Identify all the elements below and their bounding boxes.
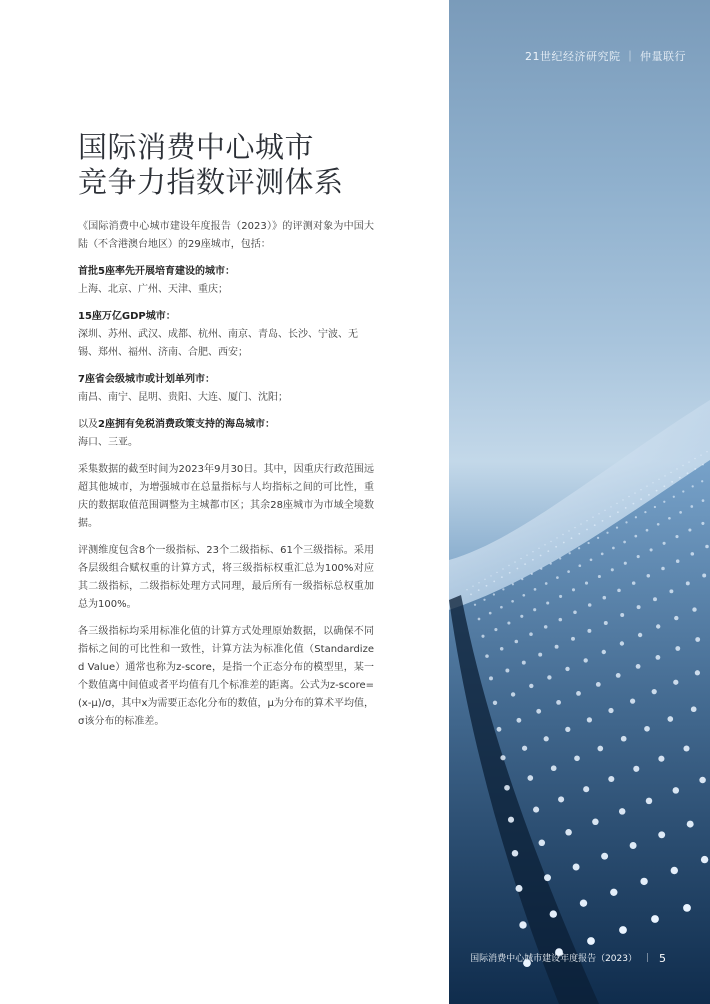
light-dot	[661, 567, 665, 571]
light-dot	[670, 472, 671, 473]
light-dot	[532, 551, 533, 552]
light-dot	[620, 641, 624, 645]
light-dot	[538, 653, 542, 657]
light-dot	[596, 682, 601, 687]
light-dot	[502, 568, 503, 569]
light-dot	[509, 572, 511, 574]
light-dot	[702, 464, 704, 466]
light-dot	[619, 926, 627, 934]
report-title: 国际消费中心城市建设年度报告（2023）	[470, 954, 637, 964]
light-dot	[640, 489, 641, 490]
light-dot	[632, 581, 636, 585]
light-dot	[565, 829, 572, 836]
light-dot	[489, 612, 492, 615]
light-dot	[507, 621, 510, 624]
light-dot	[676, 468, 677, 469]
city-group-2	[78, 308, 374, 362]
light-dot	[602, 650, 606, 654]
light-dot	[515, 640, 519, 644]
light-dot	[522, 594, 525, 597]
light-dot	[650, 548, 653, 551]
city-group-heading	[78, 416, 374, 434]
light-dot	[647, 574, 651, 578]
light-dot	[587, 717, 592, 722]
city-group-3	[78, 371, 374, 407]
light-dot	[705, 545, 709, 549]
light-dot	[500, 606, 503, 609]
light-dot	[584, 658, 588, 662]
light-dot	[540, 568, 542, 570]
light-dot	[638, 633, 642, 637]
abstract-wave-image	[449, 0, 710, 1004]
light-dot	[640, 498, 642, 500]
light-dot	[494, 628, 497, 631]
city-group-list: 海口、三亚。	[78, 437, 138, 448]
light-dot	[592, 819, 599, 826]
light-dot	[583, 786, 589, 792]
light-dot	[687, 821, 694, 828]
light-dot	[578, 547, 580, 549]
light-dot	[610, 506, 611, 507]
light-dot	[676, 559, 680, 563]
light-dot	[483, 599, 485, 601]
light-dot	[701, 856, 708, 863]
light-dot	[616, 673, 621, 678]
light-dot	[619, 808, 626, 815]
light-dot	[701, 480, 703, 482]
light-dot	[630, 842, 637, 849]
light-dot	[580, 900, 587, 907]
light-dot	[572, 588, 575, 591]
light-dot	[651, 915, 659, 923]
city-group-title: 首批5座率先开展培育建设的城市：	[78, 266, 235, 277]
light-dot	[478, 589, 480, 591]
light-dot	[555, 546, 557, 548]
light-dot	[520, 558, 521, 559]
light-dot	[497, 727, 502, 732]
light-dot	[701, 522, 704, 525]
light-dot	[558, 796, 564, 802]
light-dot	[585, 582, 588, 585]
light-dot	[565, 727, 570, 732]
light-dot	[580, 523, 581, 524]
light-dot	[466, 589, 467, 590]
light-dot	[493, 580, 495, 582]
light-dot	[663, 501, 665, 503]
light-dot	[669, 589, 673, 593]
light-dot	[702, 499, 705, 502]
light-dot	[648, 494, 650, 496]
data-cutoff-paragraph: 采集数据的截至时间为2023年9月30日。其中，因重庆行政范围远超其他城市，为增强城市在总量指标与人均指标之间的可比性，重庆的数据取值范围调整为主城都市区；其余28座城市为市域全境数据。	[78, 464, 374, 529]
light-dot	[484, 579, 485, 580]
light-dot	[501, 576, 503, 578]
light-dot	[616, 503, 617, 504]
light-dot	[674, 616, 678, 620]
light-dot	[533, 807, 539, 813]
light-dot	[673, 680, 678, 685]
light-dot	[652, 689, 657, 694]
title-line-1: 国际消费中心城市	[78, 130, 315, 164]
light-dot	[671, 481, 673, 483]
light-dot	[478, 582, 479, 583]
light-dot	[520, 615, 523, 618]
light-dot	[617, 589, 621, 593]
light-dot	[602, 520, 604, 522]
light-dot	[533, 608, 536, 611]
light-dot	[620, 613, 624, 617]
light-dot	[675, 535, 678, 538]
light-dot	[556, 700, 561, 705]
light-dot	[573, 864, 580, 871]
light-dot	[508, 565, 509, 566]
light-dot	[612, 547, 615, 550]
light-dot	[571, 637, 575, 641]
light-dot	[478, 618, 481, 621]
light-dot	[673, 496, 675, 498]
light-dot	[604, 621, 608, 625]
light-dot	[489, 676, 493, 680]
light-dot	[511, 600, 514, 603]
light-dot	[673, 787, 680, 794]
light-dot	[700, 455, 701, 456]
light-dot	[512, 583, 514, 585]
light-dot	[500, 647, 504, 651]
light-dot	[485, 654, 489, 658]
light-dot	[529, 632, 533, 636]
light-dot	[679, 477, 681, 479]
light-dot	[686, 581, 690, 585]
light-dot	[646, 486, 647, 487]
light-dot	[663, 542, 666, 545]
light-dot	[675, 646, 680, 651]
light-dot	[587, 542, 589, 544]
light-dot	[683, 904, 691, 912]
light-dot	[609, 516, 611, 518]
light-dot	[574, 755, 580, 761]
light-dot	[635, 516, 637, 518]
light-dot	[519, 921, 526, 928]
city-group-1	[78, 263, 374, 299]
light-dot	[556, 576, 559, 579]
light-dot	[655, 655, 660, 660]
light-dot	[644, 511, 646, 513]
light-dot	[692, 485, 694, 487]
city-group-prefix: 以及	[78, 419, 98, 430]
light-dot	[576, 691, 581, 696]
light-dot	[470, 593, 472, 595]
body-content	[78, 218, 374, 740]
light-dot	[512, 850, 519, 857]
light-dot	[628, 496, 629, 497]
light-dot	[544, 544, 545, 545]
light-dot	[569, 552, 571, 554]
light-dot	[633, 766, 639, 772]
light-dot	[562, 534, 563, 535]
light-dot	[588, 603, 592, 607]
light-dot	[556, 537, 557, 538]
light-dot	[502, 588, 504, 590]
page-number: 5	[659, 952, 666, 965]
light-dot	[551, 765, 557, 771]
light-dot	[603, 596, 607, 600]
light-dot	[695, 670, 700, 675]
light-dot	[493, 701, 497, 705]
light-dot	[567, 570, 570, 573]
light-dot	[652, 482, 653, 483]
light-dot	[547, 550, 549, 552]
light-dot	[493, 593, 495, 595]
light-dot	[694, 458, 695, 459]
light-dot	[587, 629, 591, 633]
light-dot	[622, 499, 623, 500]
light-dot	[559, 618, 563, 622]
cover-art-panel	[449, 0, 710, 1004]
city-group-list: 深圳、苏州、武汉、成都、杭州、南京、青岛、长沙、宁波、无锡、郑州、福州、济南、合肥、西安；	[78, 329, 358, 358]
light-dot	[514, 561, 515, 562]
light-dot	[505, 669, 509, 673]
light-dot	[529, 684, 533, 688]
light-dot	[637, 605, 641, 609]
light-dot	[565, 667, 569, 671]
light-dot	[688, 528, 691, 531]
light-dot	[694, 468, 696, 470]
light-dot	[604, 510, 605, 511]
light-dot	[606, 532, 608, 534]
light-dot	[667, 716, 673, 722]
light-dot	[547, 675, 551, 679]
light-dot	[690, 505, 693, 508]
light-dot	[592, 517, 593, 518]
light-dot	[611, 568, 614, 571]
light-dot	[683, 745, 689, 751]
light-dot	[617, 511, 619, 513]
light-dot	[516, 718, 521, 723]
light-dot	[656, 624, 660, 628]
light-dot	[504, 785, 510, 791]
light-dot	[623, 541, 626, 544]
city-group-4	[78, 416, 374, 452]
light-dot	[610, 889, 617, 896]
light-dot	[663, 485, 665, 487]
light-dot	[536, 709, 541, 714]
light-dot	[654, 506, 656, 508]
light-dot	[594, 524, 596, 526]
city-group-list: 上海、北京、广州、天津、重庆；	[78, 284, 228, 295]
light-dot	[657, 523, 660, 526]
light-dot	[486, 585, 488, 587]
light-dot	[616, 526, 618, 528]
light-dot	[524, 563, 526, 565]
light-dot	[568, 530, 569, 531]
light-dot	[625, 521, 627, 523]
light-dot	[544, 625, 548, 629]
light-dot	[625, 507, 627, 509]
light-dot	[481, 635, 484, 638]
city-group-title: 7座省会级城市或计划单列市：	[78, 374, 215, 385]
light-dot	[559, 557, 561, 559]
light-dot	[608, 708, 613, 713]
intro-paragraph: 《国际消费中心城市建设年度报告（2023）》的评测对象为中国大陆（不含港澳台地区）的29座城市，包括：	[78, 221, 374, 250]
light-dot	[550, 910, 557, 917]
light-dot	[688, 461, 689, 462]
light-dot	[658, 756, 664, 762]
light-dot	[624, 562, 627, 565]
light-dot	[516, 568, 518, 570]
light-dot	[500, 755, 505, 760]
indicator-dimension-paragraph: 评测维度包含8个一级指标、23个二级指标、61个三级指标。采用各层级组合赋权重的计算方式，将三级指标权重汇总为100%对应其二级指标，二级指标处理方式同理，最后所有一级指标总权重加总为100%。	[78, 545, 374, 610]
light-dot	[571, 537, 573, 539]
light-dot	[550, 562, 552, 564]
city-group-title: 2座拥有免税消费政策支持的海岛城市：	[98, 419, 275, 430]
light-dot	[682, 465, 683, 466]
light-dot	[658, 831, 665, 838]
light-dot	[573, 611, 577, 615]
light-dot	[578, 564, 581, 567]
light-dot	[522, 746, 527, 751]
light-dot	[630, 698, 635, 703]
title-line-2: 竞争力指数评测体系	[78, 165, 344, 199]
page-title	[78, 130, 438, 200]
light-dot	[587, 937, 595, 945]
light-dot	[531, 573, 533, 575]
light-dot	[544, 874, 551, 881]
page-footer	[470, 951, 658, 964]
light-dot	[679, 511, 682, 514]
light-dot	[702, 574, 706, 578]
light-dot	[490, 575, 491, 576]
light-dot	[637, 555, 640, 558]
org-label: 21世纪经济研究院 ｜ 仲量联行	[525, 50, 686, 63]
light-dot	[634, 492, 635, 493]
light-dot	[538, 548, 539, 549]
light-dot	[555, 645, 559, 649]
light-dot	[586, 520, 587, 521]
light-dot	[608, 776, 614, 782]
city-group-list: 南昌、南宁、昆明、贵阳、大连、厦门、沈阳；	[78, 392, 288, 403]
light-dot	[601, 553, 604, 556]
light-dot	[664, 475, 665, 476]
light-dot	[682, 490, 684, 492]
light-dot	[597, 746, 603, 752]
light-dot	[598, 513, 599, 514]
light-dot	[539, 840, 546, 847]
light-dot	[559, 595, 562, 598]
light-dot	[656, 490, 658, 492]
light-dot	[597, 537, 599, 539]
light-dot	[527, 775, 533, 781]
light-dot	[516, 885, 523, 892]
light-dot	[671, 867, 678, 874]
light-dot	[540, 555, 542, 557]
light-dot	[691, 706, 697, 712]
light-dot	[692, 607, 696, 611]
light-dot	[634, 535, 637, 538]
light-dot	[621, 736, 627, 742]
light-dot	[472, 586, 473, 587]
light-dot	[644, 726, 650, 732]
light-dot	[574, 527, 575, 528]
light-dot	[526, 555, 527, 556]
light-dot	[586, 529, 588, 531]
light-dot	[646, 798, 653, 805]
city-group-title: 15座万亿GDP城市：	[78, 311, 176, 322]
light-dot	[699, 777, 706, 784]
light-dot	[653, 597, 657, 601]
light-dot	[687, 472, 689, 474]
light-dot	[636, 664, 641, 669]
standardization-paragraph: 各三级指标均采用标准化值的计算方式处理原始数据，以确保不同指标之间的可比性和一致性，计算方法为标准化值（Standardized Value）通常也称为z-score，是指一个正态分布的模型里，某一个数值离中间值或者平均值有几个标准差的距离。公式为z-score=(x-μ)/σ，其中x为需要正态化分布的数值，μ为分布的算术平均值，σ该分布的标准差。	[78, 626, 374, 727]
light-dot	[706, 451, 707, 452]
light-dot	[496, 572, 497, 573]
light-dot	[532, 559, 534, 561]
light-dot	[522, 661, 526, 665]
light-dot	[578, 533, 580, 535]
light-dot	[601, 853, 608, 860]
light-dot	[550, 541, 551, 542]
footer-separator: ｜	[642, 954, 652, 964]
light-dot	[546, 601, 549, 604]
light-dot	[695, 637, 700, 642]
light-dot	[646, 529, 649, 532]
light-dot	[521, 578, 523, 580]
light-dot	[534, 588, 537, 591]
light-dot	[508, 817, 514, 823]
light-dot	[632, 503, 634, 505]
light-dot	[563, 542, 565, 544]
light-dot	[598, 575, 601, 578]
light-dot	[691, 552, 695, 556]
light-dot	[640, 878, 647, 885]
light-dot	[474, 604, 476, 606]
light-dot	[658, 479, 659, 480]
light-dot	[544, 736, 549, 741]
light-dot	[511, 692, 515, 696]
light-dot	[545, 582, 548, 585]
light-dot	[668, 517, 671, 520]
light-dot	[590, 558, 593, 561]
